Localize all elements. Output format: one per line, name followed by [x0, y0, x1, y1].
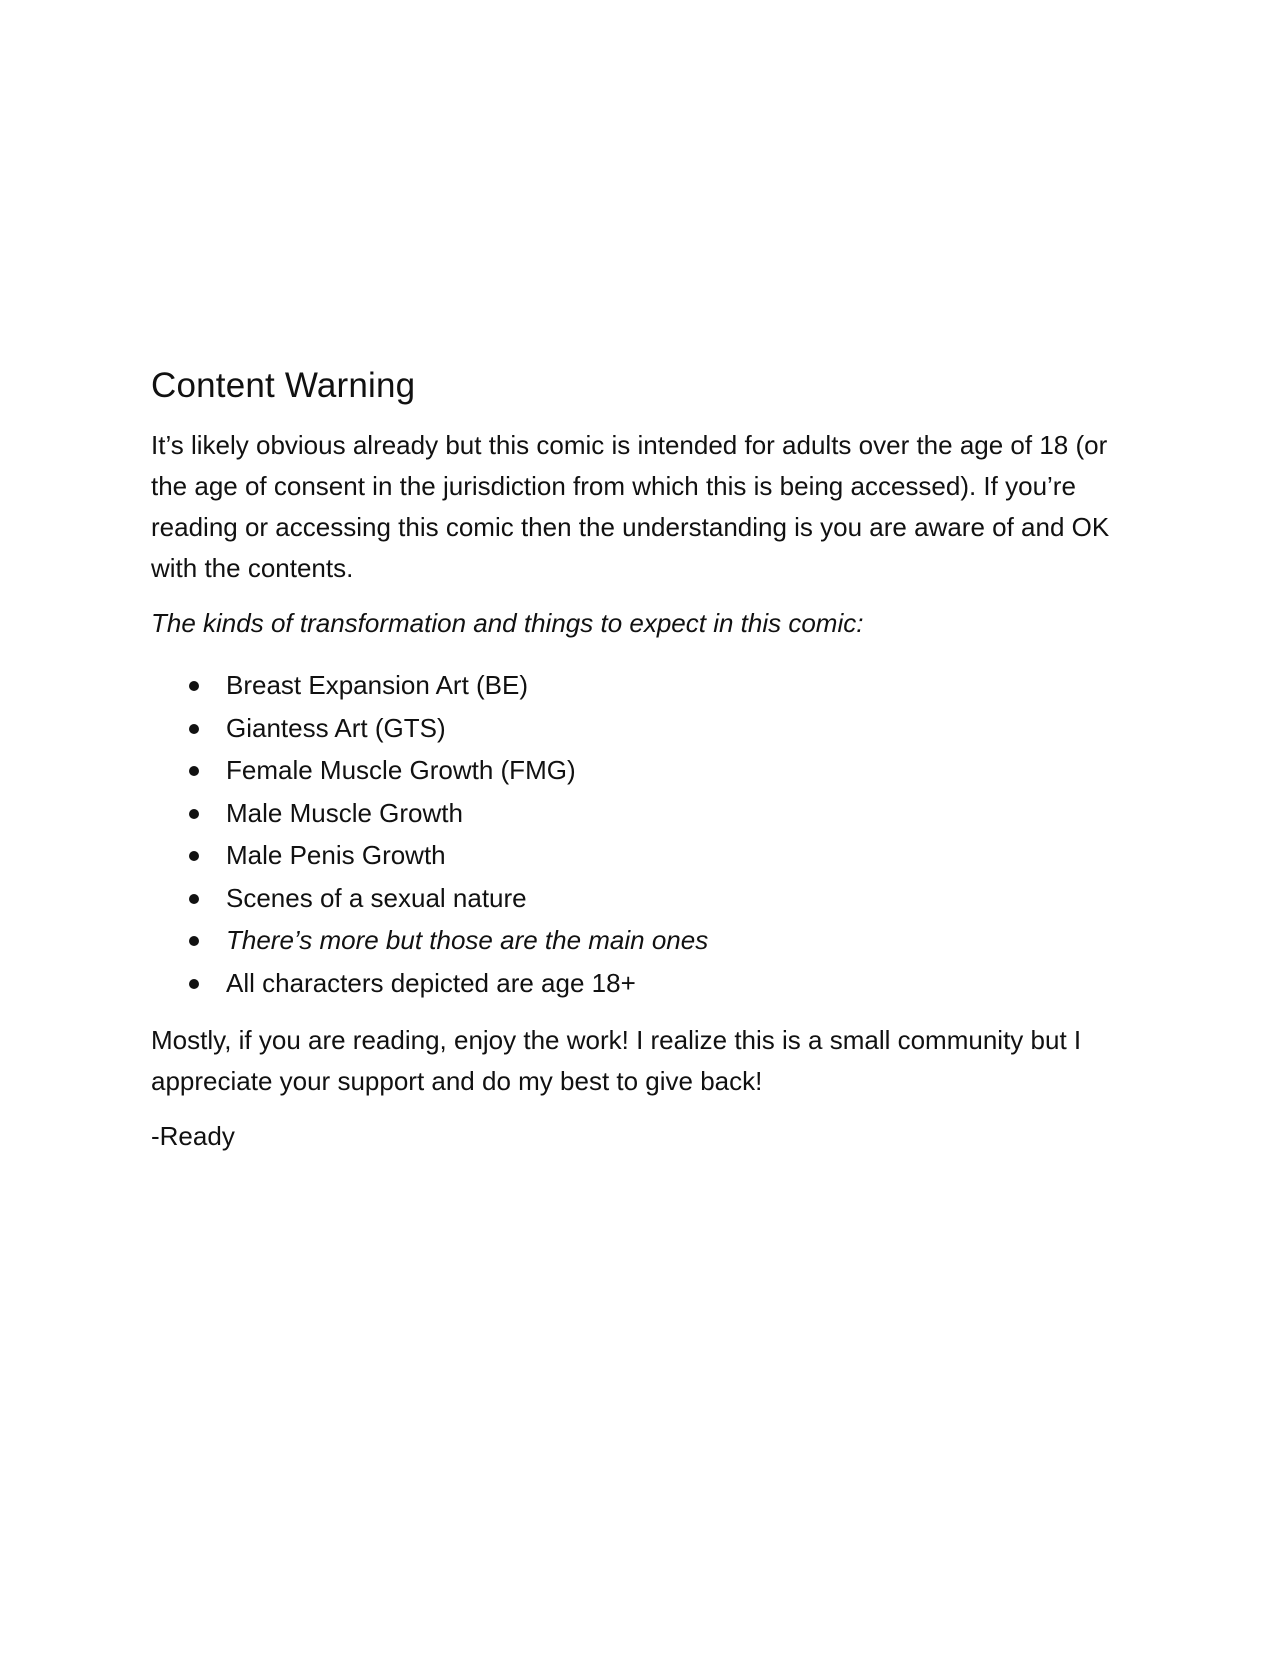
bullet-icon	[189, 851, 199, 861]
bullet-icon	[189, 809, 199, 819]
list-item	[151, 877, 1141, 920]
list-item	[151, 749, 1141, 792]
list-item-text: All characters depicted are age 18+	[226, 967, 636, 998]
page-title: Content Warning	[151, 366, 416, 405]
bullet-icon	[189, 724, 199, 734]
bullet-icon	[189, 894, 199, 904]
list-item	[151, 919, 1141, 962]
list-intro: The kinds of transformation and things to expect in this comic:	[151, 608, 864, 638]
bullet-icon	[189, 681, 199, 691]
intro-paragraph: It’s likely obvious already but this comic is intended for adults over the age of 18 (or the age of consent in the jurisdiction from which this is being accessed). If you’re reading or accessing this comic then the understanding is you are aware of and OK with the contents.	[151, 430, 1110, 583]
content-list	[151, 664, 1141, 1004]
list-item	[151, 707, 1141, 750]
bullet-icon	[189, 979, 199, 989]
signature: -Ready	[151, 1121, 235, 1151]
document-body	[151, 365, 1141, 1157]
list-item	[151, 792, 1141, 835]
list-item-text: Female Muscle Growth (FMG)	[226, 755, 576, 785]
list-item-text: There’s more but those are the main ones	[226, 925, 709, 955]
list-item	[151, 834, 1141, 877]
list-item	[151, 664, 1141, 707]
list-item-text: Scenes of a sexual nature	[226, 882, 527, 913]
list-item-text: Male Penis Growth	[226, 840, 446, 870]
closing-paragraph: Mostly, if you are reading, enjoy the work! I realize this is a small community but I appreciate your support and do my best to give back!	[151, 1025, 1082, 1096]
list-item	[151, 962, 1141, 1005]
list-item-text: Breast Expansion Art (BE)	[226, 670, 529, 700]
list-item-text: Giantess Art (GTS)	[226, 712, 446, 743]
bullet-icon	[189, 936, 199, 946]
list-item-text: Male Muscle Growth	[226, 797, 463, 828]
bullet-icon	[189, 766, 199, 776]
